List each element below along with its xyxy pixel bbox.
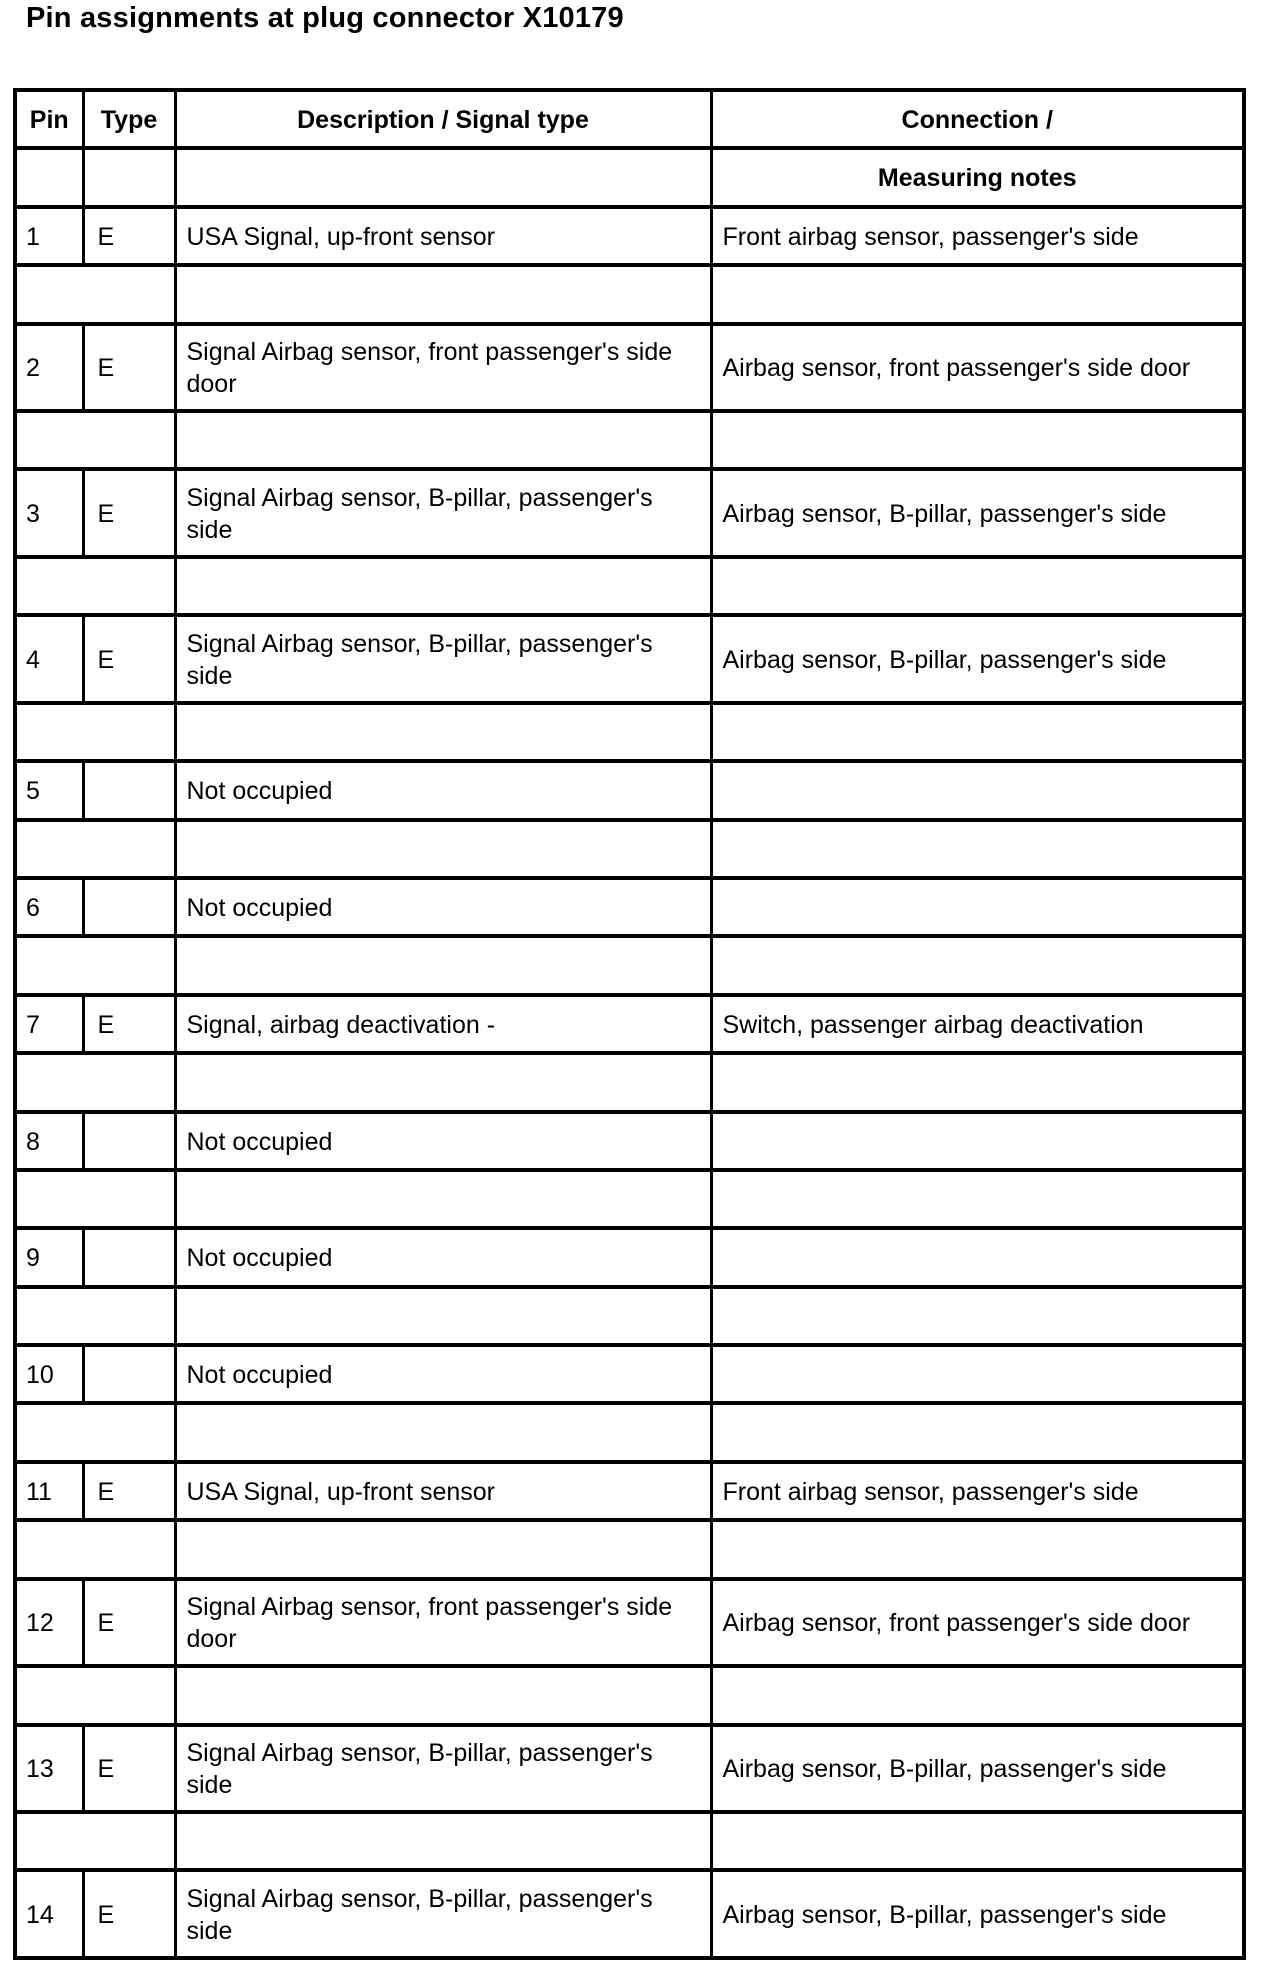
connection-cell: Front airbag sensor, passenger's side — [711, 1462, 1244, 1520]
pin-cell: 2 — [15, 324, 83, 412]
spacer-cell — [175, 1403, 711, 1461]
header-type: Type — [83, 90, 175, 148]
spacer-cell — [15, 1666, 175, 1724]
description-cell: USA Signal, up-front sensor — [175, 1462, 711, 1520]
spacer-row — [15, 1403, 1244, 1461]
spacer-row — [15, 557, 1244, 615]
table-row — [15, 761, 1244, 819]
description-cell: Not occupied — [175, 1345, 711, 1403]
spacer-cell — [15, 1403, 175, 1461]
table-row — [15, 878, 1244, 936]
spacer-row — [15, 1520, 1244, 1578]
pin-cell: 4 — [15, 615, 83, 703]
header-description-empty — [175, 148, 711, 206]
header-pin: Pin — [15, 90, 83, 148]
connection-cell: Airbag sensor, B-pillar, passenger's side — [711, 615, 1244, 703]
connection-cell — [711, 1228, 1244, 1286]
connection-cell: Switch, passenger airbag deactivation — [711, 995, 1244, 1053]
spacer-row — [15, 1666, 1244, 1724]
pin-cell: 5 — [15, 761, 83, 819]
connection-cell: Front airbag sensor, passenger's side — [711, 207, 1244, 265]
spacer-cell — [711, 936, 1244, 994]
spacer-cell — [711, 265, 1244, 323]
spacer-cell — [711, 1520, 1244, 1578]
description-cell: Signal Airbag sensor, B-pillar, passenger's side — [175, 1725, 711, 1813]
spacer-cell — [175, 1287, 711, 1345]
spacer-cell — [175, 1170, 711, 1228]
spacer-cell — [175, 936, 711, 994]
pin-cell: 13 — [15, 1725, 83, 1813]
connection-cell — [711, 1112, 1244, 1170]
spacer-cell — [711, 703, 1244, 761]
page-title: Pin assignments at plug connector X10179 — [26, 2, 624, 34]
spacer-cell — [711, 1170, 1244, 1228]
spacer-cell — [711, 411, 1244, 469]
header-measuring-notes: Measuring notes — [711, 148, 1244, 206]
spacer-row — [15, 820, 1244, 878]
connection-cell: Airbag sensor, front passenger's side door — [711, 324, 1244, 412]
table-row — [15, 1112, 1244, 1170]
type-cell — [83, 878, 175, 936]
description-cell: Signal Airbag sensor, B-pillar, passenger's side — [175, 615, 711, 703]
connection-cell: Airbag sensor, B-pillar, passenger's side — [711, 1870, 1244, 1958]
spacer-cell — [15, 703, 175, 761]
connection-cell — [711, 761, 1244, 819]
spacer-cell — [711, 1053, 1244, 1111]
spacer-cell — [15, 820, 175, 878]
spacer-cell — [711, 1666, 1244, 1724]
spacer-cell — [175, 1520, 711, 1578]
table-row — [15, 1725, 1244, 1813]
spacer-cell — [15, 936, 175, 994]
spacer-cell — [175, 1053, 711, 1111]
connection-cell: Airbag sensor, front passenger's side door — [711, 1579, 1244, 1667]
spacer-row — [15, 1170, 1244, 1228]
type-cell — [83, 1112, 175, 1170]
description-cell: Signal Airbag sensor, front passenger's side door — [175, 1579, 711, 1667]
spacer-cell — [175, 1812, 711, 1870]
type-cell — [83, 1228, 175, 1286]
table-row — [15, 469, 1244, 557]
table-row — [15, 324, 1244, 412]
spacer-row — [15, 1812, 1244, 1870]
pin-cell: 9 — [15, 1228, 83, 1286]
table-row — [15, 1579, 1244, 1667]
type-cell: E — [83, 1870, 175, 1958]
spacer-cell — [711, 557, 1244, 615]
header-pin-empty — [15, 148, 83, 206]
spacer-cell — [711, 820, 1244, 878]
spacer-cell — [15, 1170, 175, 1228]
spacer-cell — [15, 411, 175, 469]
type-cell: E — [83, 615, 175, 703]
spacer-cell — [175, 820, 711, 878]
spacer-cell — [15, 557, 175, 615]
table-row — [15, 615, 1244, 703]
pin-cell: 6 — [15, 878, 83, 936]
spacer-row — [15, 1287, 1244, 1345]
type-cell: E — [83, 1579, 175, 1667]
spacer-cell — [15, 1812, 175, 1870]
description-cell: Signal, airbag deactivation - — [175, 995, 711, 1053]
connection-cell: Airbag sensor, B-pillar, passenger's side — [711, 1725, 1244, 1813]
type-cell: E — [83, 1725, 175, 1813]
table-row — [15, 1462, 1244, 1520]
description-cell: Signal Airbag sensor, B-pillar, passenger's side — [175, 1870, 711, 1958]
table-row — [15, 1228, 1244, 1286]
spacer-cell — [711, 1403, 1244, 1461]
pin-cell: 12 — [15, 1579, 83, 1667]
type-cell: E — [83, 469, 175, 557]
table-row — [15, 207, 1244, 265]
description-cell: Signal Airbag sensor, B-pillar, passenger's side — [175, 469, 711, 557]
type-cell — [83, 1345, 175, 1403]
description-cell: Not occupied — [175, 878, 711, 936]
description-cell: Not occupied — [175, 1228, 711, 1286]
description-cell: Signal Airbag sensor, front passenger's side door — [175, 324, 711, 412]
description-cell: USA Signal, up-front sensor — [175, 207, 711, 265]
spacer-cell — [175, 557, 711, 615]
pin-cell: 8 — [15, 1112, 83, 1170]
spacer-cell — [175, 265, 711, 323]
description-cell: Not occupied — [175, 761, 711, 819]
spacer-row — [15, 411, 1244, 469]
header-description: Description / Signal type — [175, 90, 711, 148]
type-cell — [83, 761, 175, 819]
spacer-row — [15, 1053, 1244, 1111]
connection-cell: Airbag sensor, B-pillar, passenger's side — [711, 469, 1244, 557]
pin-assignment-table — [13, 88, 1246, 1960]
table-row — [15, 1345, 1244, 1403]
header-type-empty — [83, 148, 175, 206]
table-header-row — [15, 90, 1244, 148]
description-cell: Not occupied — [175, 1112, 711, 1170]
connection-cell — [711, 878, 1244, 936]
spacer-cell — [175, 1666, 711, 1724]
type-cell: E — [83, 995, 175, 1053]
table-row — [15, 1870, 1244, 1958]
table-header-row-secondary — [15, 148, 1244, 206]
type-cell: E — [83, 324, 175, 412]
spacer-cell — [15, 1053, 175, 1111]
type-cell: E — [83, 207, 175, 265]
spacer-cell — [175, 703, 711, 761]
spacer-cell — [15, 265, 175, 323]
type-cell: E — [83, 1462, 175, 1520]
pin-cell: 11 — [15, 1462, 83, 1520]
spacer-cell — [711, 1812, 1244, 1870]
spacer-cell — [175, 411, 711, 469]
connection-cell — [711, 1345, 1244, 1403]
pin-cell: 14 — [15, 1870, 83, 1958]
spacer-cell — [15, 1287, 175, 1345]
header-connection: Connection / — [711, 90, 1244, 148]
spacer-row — [15, 936, 1244, 994]
spacer-row — [15, 265, 1244, 323]
pin-cell: 7 — [15, 995, 83, 1053]
pin-cell: 3 — [15, 469, 83, 557]
table-row — [15, 995, 1244, 1053]
pin-cell: 1 — [15, 207, 83, 265]
spacer-cell — [711, 1287, 1244, 1345]
pin-cell: 10 — [15, 1345, 83, 1403]
spacer-cell — [15, 1520, 175, 1578]
spacer-row — [15, 703, 1244, 761]
